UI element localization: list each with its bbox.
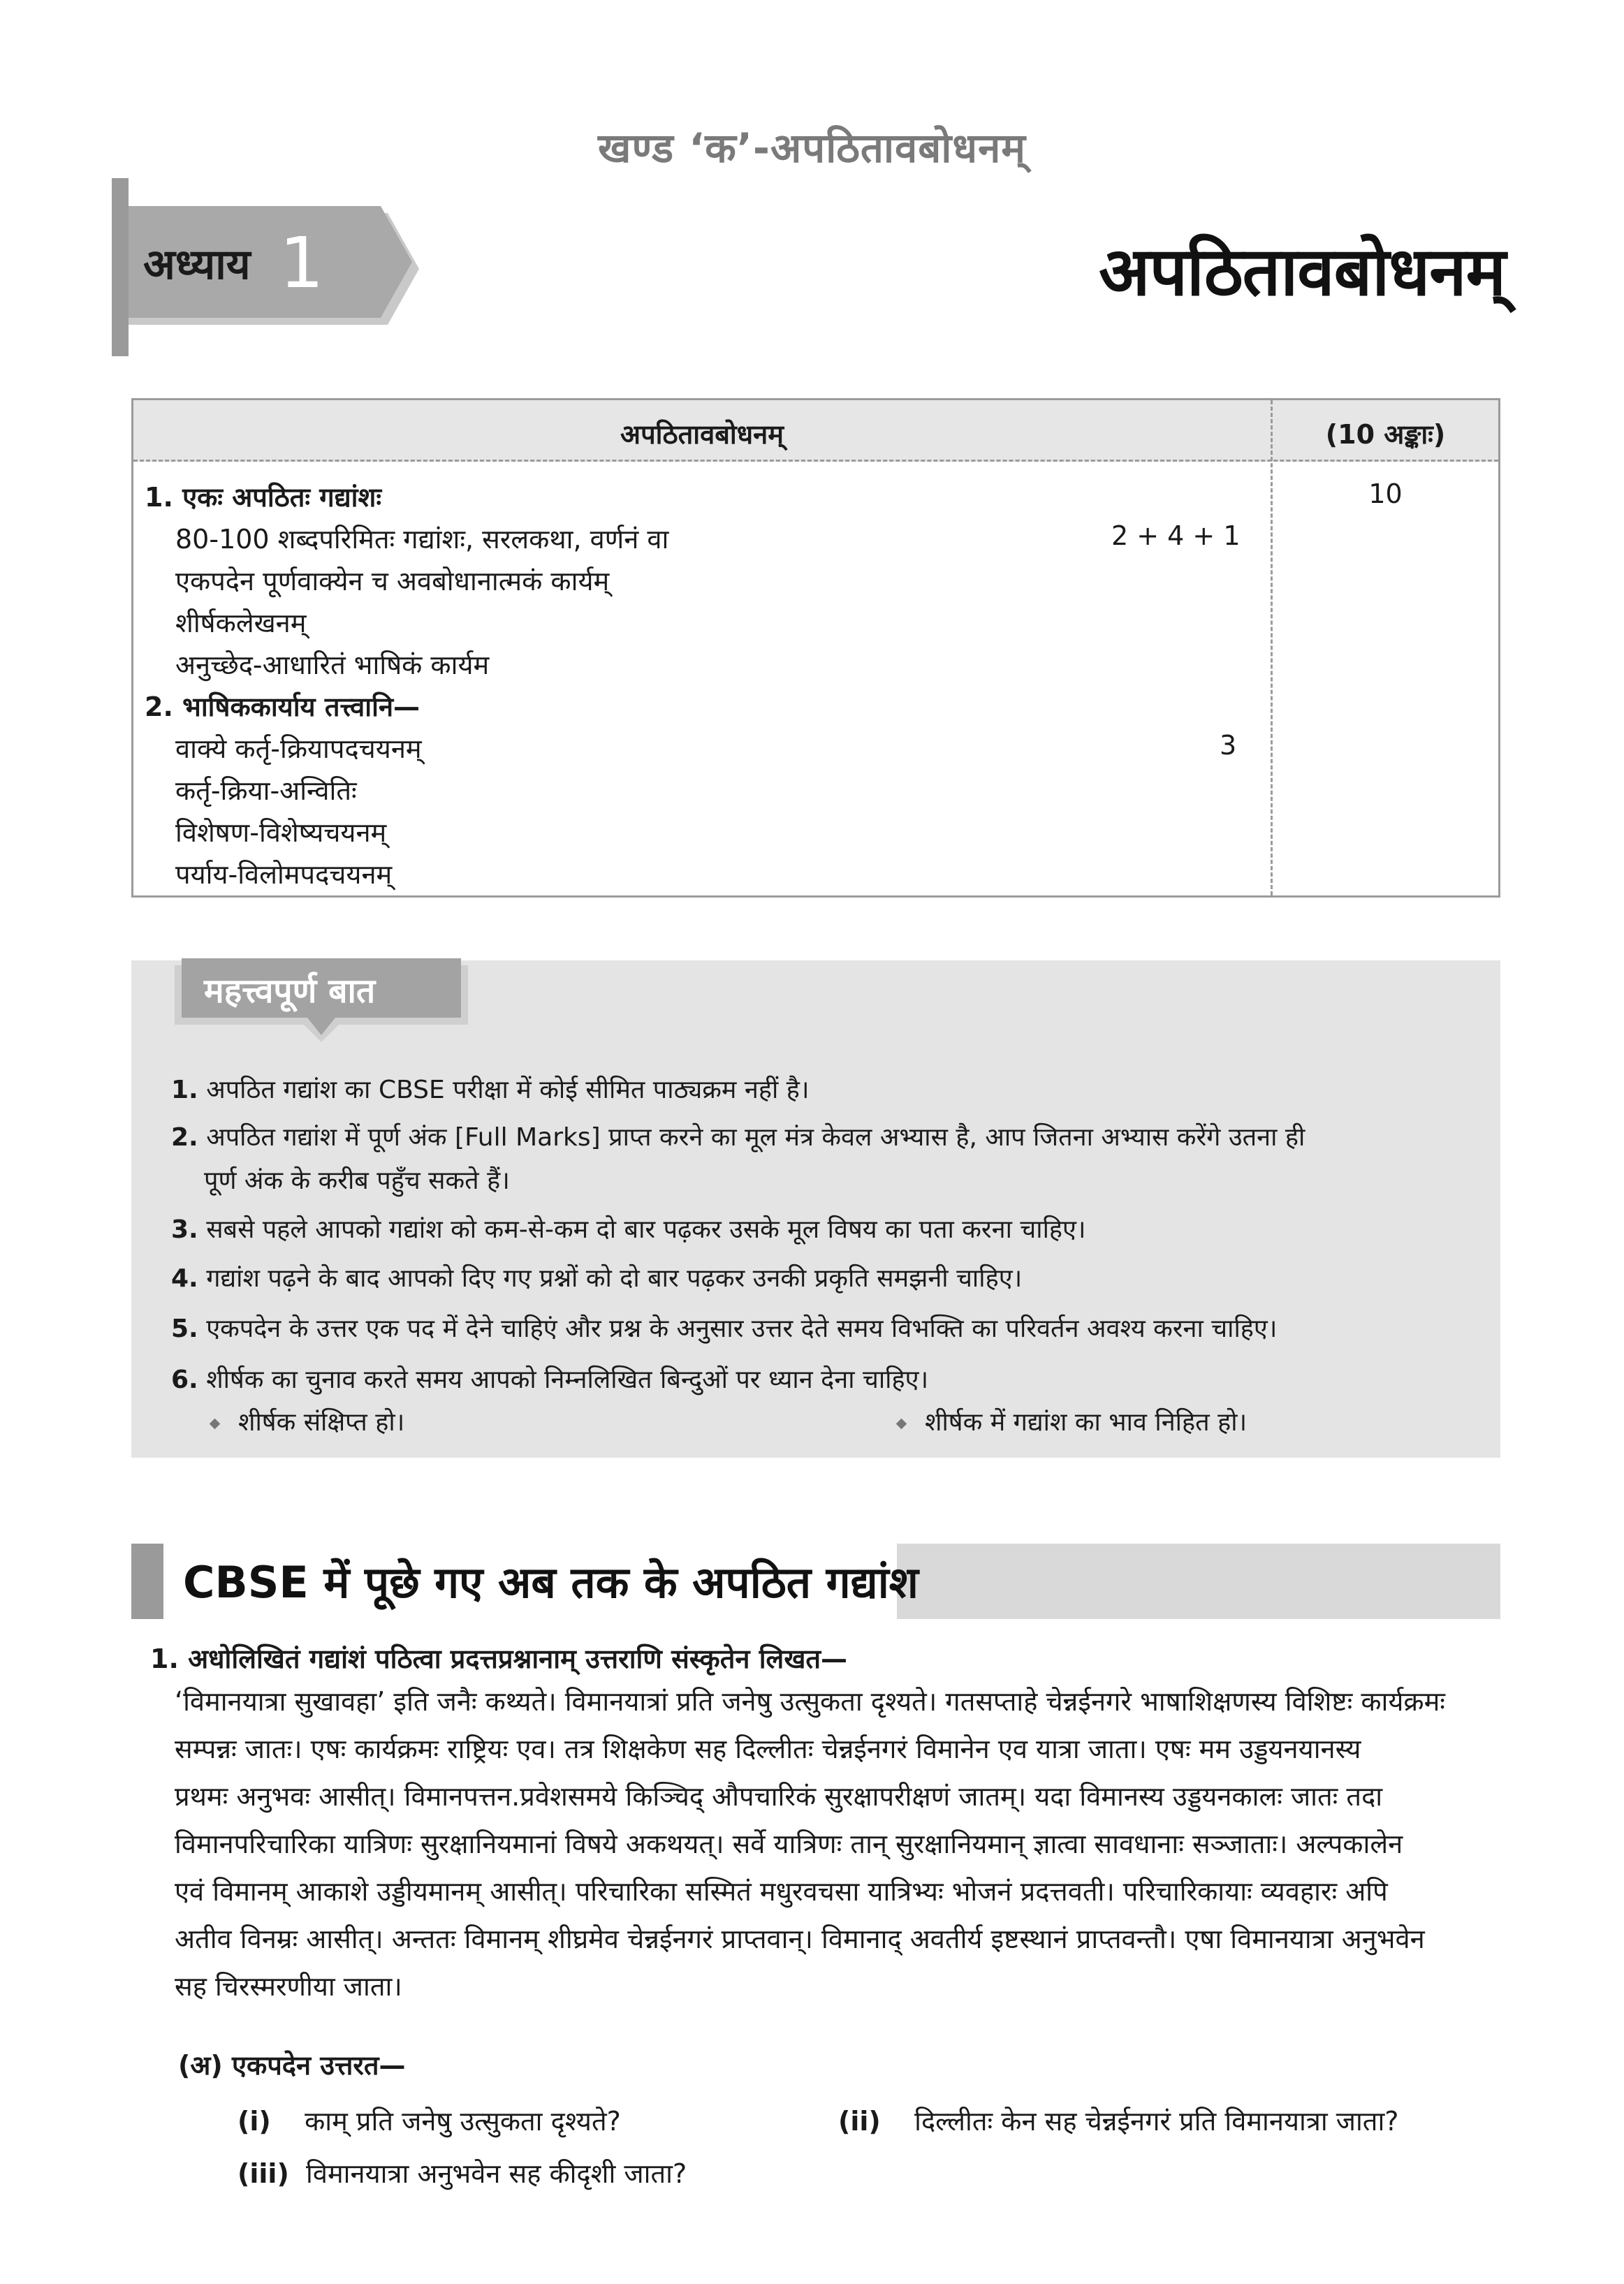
sub-heading: (अ) एकपदेन उत्तरत— [178, 2050, 406, 2081]
section1-item: 80-100 शब्दपरिमितः गद्यांशः, सरलकथा, वर्णनं वा [175, 524, 669, 555]
item-number: 2. [171, 1123, 198, 1152]
diamond-bullet-icon [896, 1418, 907, 1429]
bullet-text: शीर्षक संक्षिप्त हो। [238, 1408, 405, 1437]
section2-item: विशेषण-विशेष्यचयनम् [175, 817, 387, 848]
chapter-number: 1 [279, 222, 324, 304]
diamond-bullet-icon [210, 1418, 221, 1429]
item-text: गद्यांश पढ़ने के बाद आपको दिए गए प्रश्नों को दो बार पढ़कर उनकी प्रकृति समझनी चाहिए। [206, 1264, 1023, 1293]
important-item [171, 1257, 1477, 1301]
important-item [171, 1308, 1477, 1351]
chapter-title: अपठितावबोधनम् [1099, 233, 1505, 311]
passage [175, 1678, 1502, 2010]
sub-question [237, 2155, 687, 2191]
item-number: 1. [171, 1076, 198, 1104]
sub-question [838, 2102, 1398, 2139]
section1-title: 1. एकः अपठितः गद्यांशः [145, 482, 382, 513]
item-text: अपठित गद्यांश का CBSE परीक्षा में कोई सीमित पाठ्यक्रम नहीं है। [206, 1076, 810, 1104]
sub-question [237, 2102, 621, 2139]
section2-item: पर्याय-विलोमपदचयनम् [175, 859, 393, 890]
sub-question-number: (i) [237, 2106, 271, 2137]
important-item [171, 1208, 1477, 1252]
sub-question-number: (ii) [838, 2106, 881, 2137]
bullet-item [211, 1404, 404, 1438]
item-text: अपठित गद्यांश में पूर्ण अंक [Full Marks] प्राप्त करने का मूल मंत्र केवल अभ्यास है, आप जितना अभ्यास करेंगे उतना ही [206, 1123, 1305, 1152]
passage-line: प्रथमः अनुभवः आसीत्। विमानपत्तन.प्रवेशसमये किञ्चिद् औपचारिकं सुरक्षापरीक्षणं जातम्। यदा विमानस्य उड्डयनकालः जातः तदा [175, 1781, 1383, 1812]
section1-item: अनुच्छेद-आधारितं भाषिकं कार्यम [175, 650, 490, 680]
sub-question-text: काम् प्रति जनेषु उत्सुकता दृश्यते? [305, 2106, 621, 2137]
section1-marks: 2 + 4 + 1 [1111, 520, 1241, 551]
passage-line: सम्पन्नः जातः। एषः कार्यक्रमः राष्ट्रियः एव। तत्र शिक्षकेण सह दिल्लीतः चेन्नईनगरं विमानेन एव यात्रा जाता। एषः मम उड्डयनयानस्य [175, 1734, 1361, 1764]
section1-item: एकपदेन पूर्णवाक्येन च अवबोधानात्मकं कार्यम् [175, 566, 610, 596]
passage-line: सह चिरस्मरणीया जाता। [175, 1971, 402, 2002]
section2-marks: 3 [1220, 730, 1237, 761]
column-divider [1271, 400, 1273, 895]
important-item [171, 1359, 1477, 1402]
bullet-item [898, 1404, 1247, 1438]
sub-question-text: विमानयात्रा अनुभवेन सह कीदृशी जाता? [305, 2158, 687, 2189]
chapter-label: अध्याय [143, 240, 251, 289]
total-marks: 10 [1368, 478, 1403, 509]
section1-item: शीर्षकलेखनम् [175, 608, 307, 638]
item-text: सबसे पहले आपको गद्यांश को कम-से-कम दो बार पढ़कर उसके मूल विषय का पता करना चाहिए। [206, 1215, 1086, 1244]
important-title: महत्त्वपूर्ण बात [204, 972, 376, 1011]
passage-line: विमानपरिचारिका यात्रिणः सुरक्षानियमानां विषये अकथयत्। सर्वे यात्रिणः तान् सुरक्षानियमान् ज्ञात्वा सावधानाः सञ्जाताः। अल्पकालेन [175, 1829, 1403, 1859]
table-header-main: अपठितावबोधनम् [620, 419, 784, 450]
bullet-text: शीर्षक में गद्यांश का भाव निहित हो। [925, 1408, 1248, 1437]
section2-title: 2. भाषिककार्याय तत्त्वानि— [145, 691, 420, 722]
section-header: खण्ड ‘क’-अपठितावबोधनम् [598, 124, 1026, 172]
sub-question-number: (iii) [237, 2158, 289, 2189]
passage-line: एवं विमानम् आकाशे उड्डीयमानम् आसीत्। परिचारिका सस्मितं मधुरवचसा यात्रिभ्यः भोजनं प्रदत्तवती। परिचारिकायाः व्यवहारः अपि [175, 1876, 1388, 1907]
section2-item: कर्तृ-क्रिया-अन्वितिः [175, 775, 357, 806]
item-number: 5. [171, 1315, 198, 1343]
item-text: शीर्षक का चुनाव करते समय आपको निम्नलिखित बिन्दुओं पर ध्यान देना चाहिए। [206, 1366, 929, 1394]
item-number: 6. [171, 1366, 198, 1394]
sub-question-text: दिल्लीतः केन सह चेन्नईनगरं प्रति विमानयात्रा जाता? [914, 2106, 1399, 2137]
important-item [171, 1116, 1477, 1159]
item-number: 4. [171, 1264, 198, 1293]
table-header-marks: (10 अङ्काः) [1325, 419, 1446, 450]
cbse-heading: CBSE में पूछे गए अब तक के अपठित गद्यांश [183, 1557, 919, 1608]
passage-line: ‘विमानयात्रा सुखावहा’ इति जनैः कथ्यते। विमानयात्रां प्रति जनेषु उत्सुकता दृश्यते। गतसप्ताहे चेन्नईनगरे भाषाशिक्षणस्य विशिष्टः कार्यक्रमः [175, 1686, 1445, 1717]
section2-item: वाक्ये कर्तृ-क्रियापदचयनम् [175, 733, 422, 764]
important-item-continuation: पूर्ण अंक के करीब पहुँच सकते हैं। [204, 1166, 510, 1195]
important-item [171, 1069, 1477, 1112]
item-text: एकपदेन के उत्तर एक पद में देने चाहिएं और प्रश्न के अनुसार उत्तर देते समय विभक्ति का परिवर्तन अवश्य करना चाहिए। [206, 1315, 1278, 1343]
syllabus-table [131, 398, 1500, 898]
cbse-heading-accent [131, 1544, 163, 1619]
item-number: 3. [171, 1215, 198, 1244]
question-instruction: 1. अधोलिखितं गद्यांशं पठित्वा प्रदत्तप्रश्नानाम् उत्तराणि संस्कृतेन लिखत— [150, 1644, 848, 1674]
passage-line: अतीव विनम्रः आसीत्। अन्ततः विमानम् शीघ्रमेव चेन्नईनगरं प्राप्तवान्। विमानाद् अवतीर्य इष्टस्थानं प्राप्तवन्तौ। एषा विमानयात्रा अनुभवेन [175, 1924, 1425, 1954]
